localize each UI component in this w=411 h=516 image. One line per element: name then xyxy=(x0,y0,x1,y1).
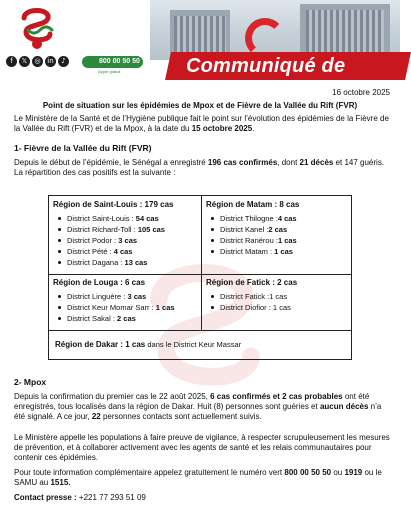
x-icon[interactable]: 𝕏 xyxy=(19,56,30,67)
hotline-paragraph: Pour toute information complémentaire appelez gratuitement le numéro vert 800 00 50 50 ou 1919 ou le SAMU au 1515. xyxy=(14,468,382,487)
district-item: District Ranérou :1 cas xyxy=(206,235,347,246)
section-mpox-heading: 2- Mpox xyxy=(14,377,47,387)
district-item: District Saint-Louis : 54 cas xyxy=(53,213,197,224)
region-heading: Région de Louga : 6 cas xyxy=(53,278,146,287)
district-item: District Matam : 1 cas xyxy=(206,246,347,257)
document-title: Point de situation sur les épidémies de Mpox et de Fièvre de la Vallée du Rift (FVR) xyxy=(42,101,358,110)
district-item: District Thilogne :4 cas xyxy=(206,213,347,224)
region-cell-dakar xyxy=(49,331,351,359)
cases-by-region-table xyxy=(48,195,352,360)
ministry-logo xyxy=(14,4,60,52)
social-links xyxy=(6,56,69,67)
region-cell-louga xyxy=(49,275,202,331)
toll-free-badge xyxy=(82,56,143,68)
district-item: District Kanel :2 cas xyxy=(206,224,347,235)
intro-paragraph: Le Ministère de la Santé et de l’Hygiène publique fait le point sur l’évolution des épidémies de la Fièvre de la Vallée du Rift (FVR) et de la Mpox, à la date du 15 octobre 2025. xyxy=(14,114,389,133)
press-contact: Contact presse : +221 77 293 51 09 xyxy=(14,493,146,502)
release-date: 16 octobre 2025 xyxy=(332,88,390,97)
section-fvr-heading: 1- Fièvre de la Vallée du Rift (FVR) xyxy=(14,143,152,153)
instagram-icon[interactable]: ◎ xyxy=(32,56,43,67)
mpox-summary-paragraph: Depuis la confirmation du premier cas le 22 août 2025, 6 cas confirmés et 2 cas probables ont été enregistrés, tous localisés dans la région de Dakar. Huit (8) personnes sont guéries et aucun décès n’a été signalé. A ce jour, 22 personnes contacts sont actuellement suivis. xyxy=(14,392,382,421)
region-cell-matam xyxy=(202,196,351,275)
fvr-summary-paragraph: Depuis le début de l’épidémie, le Sénégal a enregistré 196 cas confirmés, dont 21 décès et 147 guéris. La répartition des cas positifs est la suivante : xyxy=(14,158,385,177)
banner-title: Communiqué de presse xyxy=(186,55,346,100)
district-item: District Pété : 4 cas xyxy=(53,246,197,257)
district-item: District Keur Momar Sarr : 1 cas xyxy=(53,302,197,313)
toll-free-caption: Appel gratuit xyxy=(98,69,121,74)
region-heading: Région de Fatick : 2 cas xyxy=(206,278,298,287)
district-item: District Dagana : 13 cas xyxy=(53,257,197,268)
header-photo xyxy=(150,0,400,60)
region-cell-saint-louis xyxy=(49,196,202,275)
region-heading: Région de Saint-Louis : 179 cas xyxy=(53,200,174,209)
district-item: District Podor : 3 cas xyxy=(53,235,197,246)
prevention-paragraph: Le Ministère appelle les populations à faire preuve de vigilance, à respecter scrupuleusement les mesures de prévention, et à collaborer activement avec les agents de santé et les relais communautaires pour contenir ces épidémies. xyxy=(14,433,390,462)
district-item: District Richard-Toll : 105 cas xyxy=(53,224,197,235)
phone-icon xyxy=(82,56,96,68)
district-item: District Sakal : 2 cas xyxy=(53,313,197,324)
tiktok-icon[interactable]: ♪ xyxy=(58,56,69,67)
district-item: District Fatick :1 cas xyxy=(206,291,347,302)
toll-free-number: 800 00 50 50 xyxy=(96,56,143,68)
region-heading: Région de Matam : 8 cas xyxy=(206,200,300,209)
facebook-icon[interactable]: f xyxy=(6,56,17,67)
district-item: District Linguère : 3 cas xyxy=(53,291,197,302)
region-cell-fatick xyxy=(202,275,351,331)
district-item: District Diofior : 1 cas xyxy=(206,302,347,313)
linkedin-icon[interactable]: in xyxy=(45,56,56,67)
dakar-line: Région de Dakar : 1 cas dans le District Keur Massar xyxy=(55,340,242,349)
